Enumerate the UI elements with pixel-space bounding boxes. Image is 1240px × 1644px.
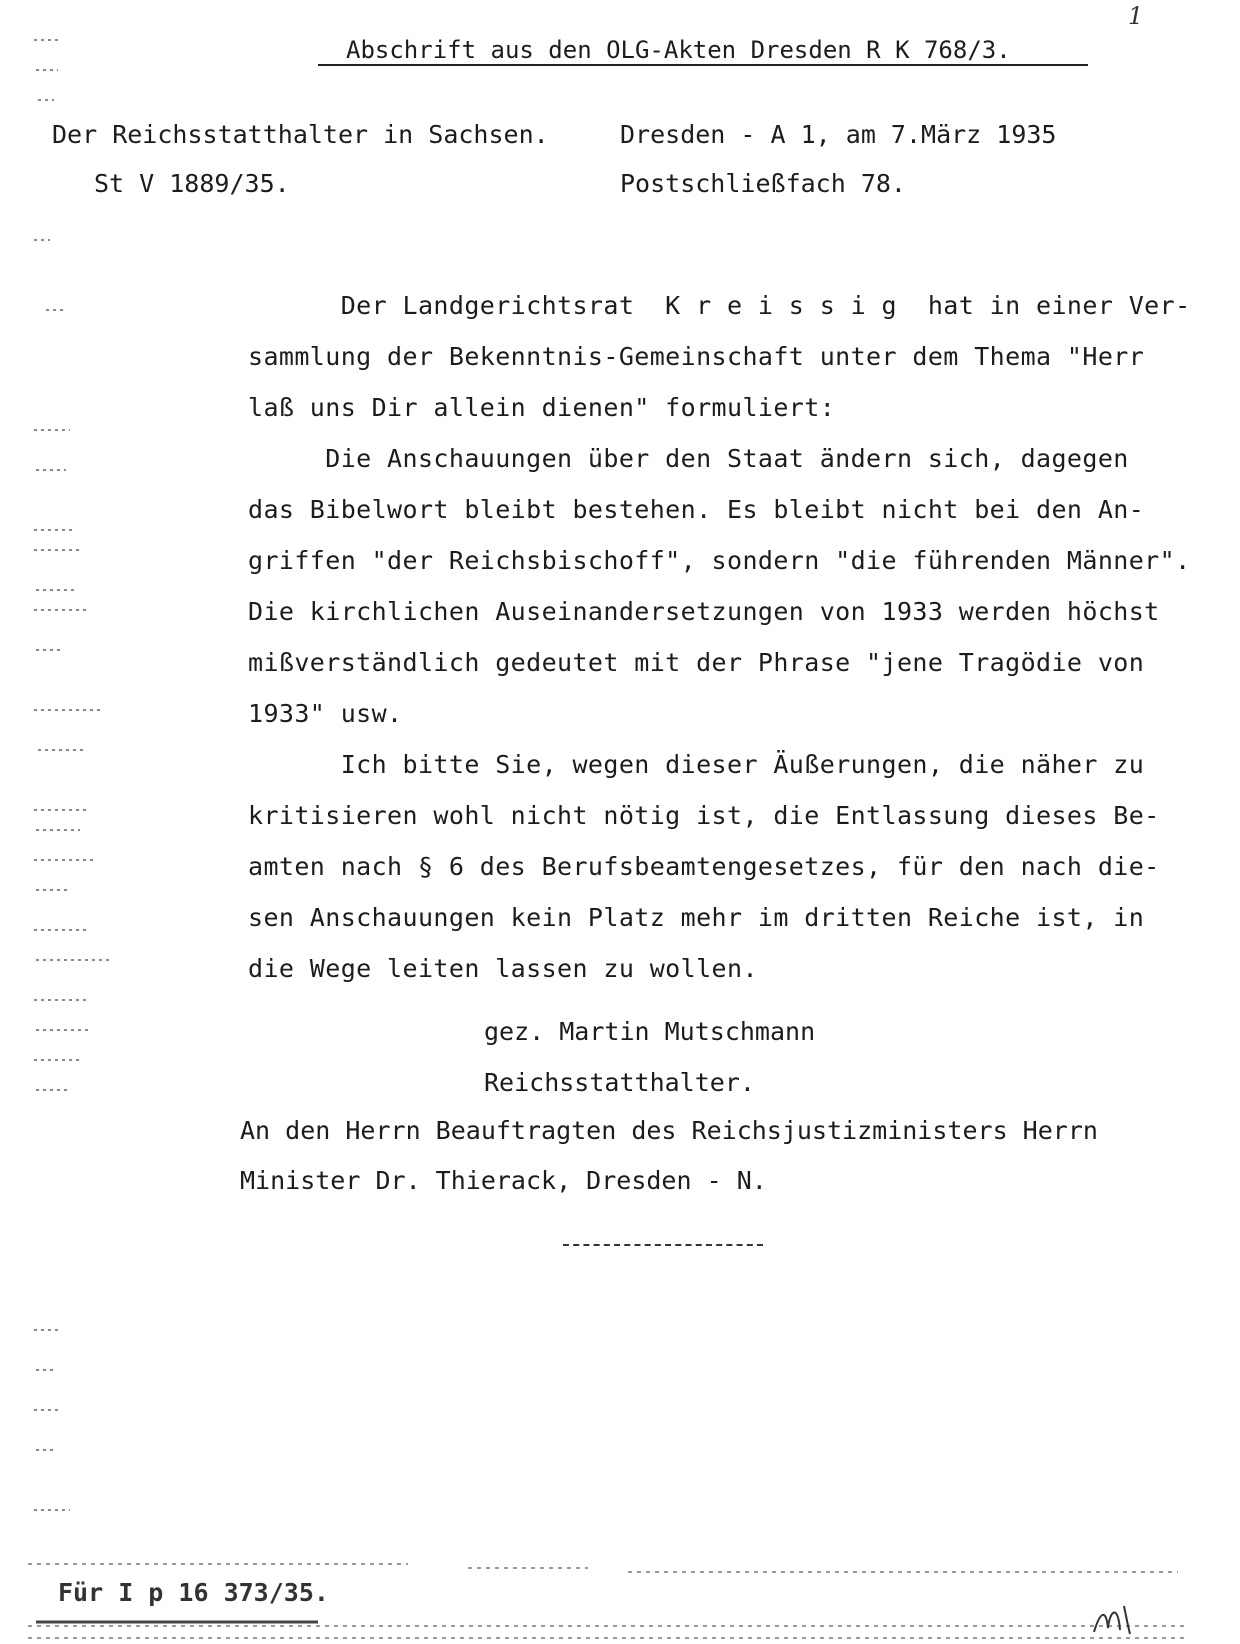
body-line: Ich bitte Sie, wegen dieser Äußerungen, die näher zu — [248, 750, 1145, 779]
body-line: Die Anschauungen über den Staat ändern sich, dagegen — [248, 444, 1129, 473]
body-line: laß uns Dir allein dienen" formuliert: — [248, 393, 836, 422]
body-line: 1933" usw. — [248, 699, 403, 728]
po-box: Postschließfach 78. — [620, 169, 906, 198]
body-line: griffen "der Reichsbischoff", sondern "die führenden Männer". — [248, 546, 1191, 575]
heading-underline — [318, 64, 1088, 66]
signature-title: Reichsstatthalter. — [484, 1068, 755, 1097]
handwritten-initials-signature — [1090, 1598, 1136, 1638]
body-line: sen Anschauungen kein Platz mehr im dritten Reiche ist, in — [248, 903, 1145, 932]
body-line: Die kirchlichen Auseinandersetzungen von 1933 werden höchst — [248, 597, 1160, 626]
footer-file-reference: Für I p 16 373/35. — [58, 1578, 329, 1607]
page-number-mark: 1 — [1128, 2, 1144, 30]
recipient-line: Minister Dr. Thierack, Dresden - N. — [240, 1166, 767, 1195]
recipient-line: An den Herrn Beauftragten des Reichsjustizministers Herrn — [240, 1116, 1098, 1145]
body-line: mißverständlich gedeutet mit der Phrase "jene Tragödie von — [248, 648, 1145, 677]
body-line: amten nach § 6 des Berufsbeamtengesetzes, für den nach die- — [248, 852, 1160, 881]
body-line: sammlung der Bekenntnis-Gemeinschaft unter dem Thema "Herr — [248, 342, 1145, 371]
body-line: das Bibelwort bleibt bestehen. Es bleibt nicht bei den An- — [248, 495, 1145, 524]
closing-rule — [563, 1244, 763, 1246]
body-line: kritisieren wohl nicht nötig ist, die Entlassung dieses Be- — [248, 801, 1160, 830]
sender-office: Der Reichsstatthalter in Sachsen. — [52, 120, 549, 149]
sender-reference: St V 1889/35. — [94, 169, 290, 198]
place-date: Dresden - A 1, am 7.März 1935 — [620, 120, 1057, 149]
document-heading: Abschrift aus den OLG-Akten Dresden R K 768/3. — [346, 36, 1011, 64]
signature-name: gez. Martin Mutschmann — [484, 1017, 816, 1046]
body-line: die Wege leiten lassen zu wollen. — [248, 954, 758, 983]
body-line: Der Landgerichtsrat K r e i s s i g hat in einer Ver- — [248, 291, 1191, 320]
left-margin-scan-noise — [30, 30, 120, 1590]
letter-body — [248, 280, 1191, 994]
